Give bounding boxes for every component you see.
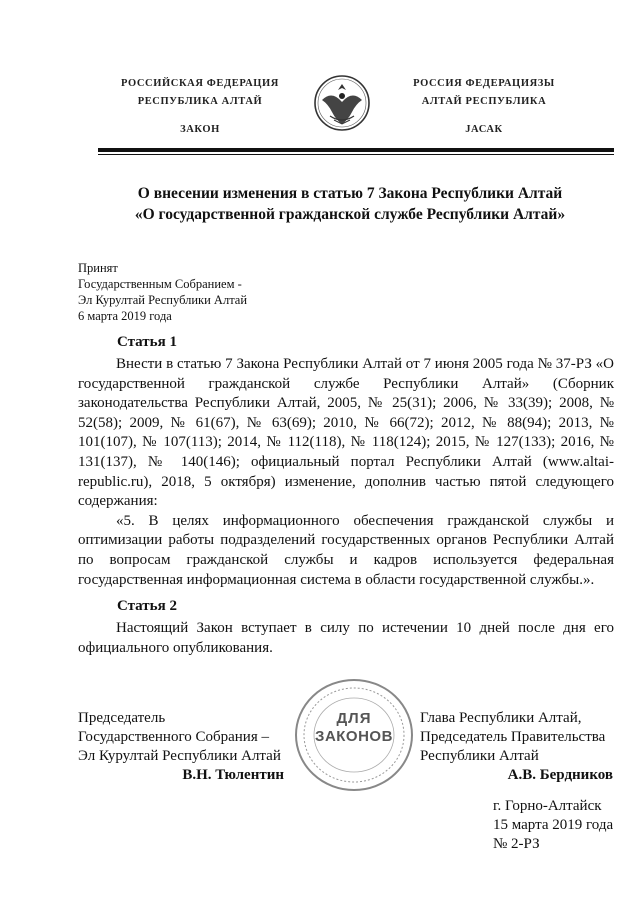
signature-right-name: А.В. Бердников: [507, 767, 613, 783]
signature-right-line3: Республики Алтай: [420, 748, 539, 764]
header-right-line1: РОССИЯ ФЕДЕРАЦИЯЗЫ: [413, 78, 555, 89]
article1-heading: Статья 1: [117, 334, 177, 350]
article1-text: [78, 355, 614, 590]
law-title-line1: О внесении изменения в статью 7 Закона Республики Алтай: [137, 185, 563, 202]
law-title-line2: «О государственной гражданской службе Республики Алтай»: [134, 206, 566, 223]
article1-quoted-paragraph: «5. В целях информационного обеспечения гражданской службы и оптимизации работы подразделений государственных органов Республики Алтай по вопросам гражданской службы и кадров используется федеральная государственная информационная система в области государственной службы.».: [78, 512, 614, 588]
official-stamp: [292, 676, 416, 794]
header-left-line1: РОССИЙСКАЯ ФЕДЕРАЦИЯ: [121, 78, 279, 89]
adoption-line4: 6 марта 2019 года: [78, 309, 172, 323]
footer-date: 15 марта 2019 года: [493, 817, 614, 833]
header-divider-thick: [98, 148, 614, 152]
signature-left-line2: Государственного Собрания –: [78, 729, 269, 745]
adoption-line2: Государственным Собранием -: [78, 277, 242, 291]
signature-left-line1: Председатель: [78, 710, 166, 726]
altai-coat-of-arms-icon: [312, 72, 372, 134]
adoption-line3: Эл Курултай Республики Алтай: [78, 293, 248, 307]
header-left-type: ЗАКОН: [180, 124, 220, 135]
article2-heading: Статья 2: [117, 598, 177, 614]
article1-paragraph: Внести в статью 7 Закона Республики Алтай от 7 июня 2005 года № 37-РЗ «О государственной гражданской службе Республики Алтай» (Сборник законодательства Республики Алтай, 2005, № 25(31); 2006, № 33(39); 2008, № 52(58); 2009, № 61(67), № 63(69); 2010, № 66(72); 2012, № 88(94); 2013, № 101(107), № 107(113); 2014, № 112(118), № 118(124); 2015, № 127(133); 2016, № 131(137), № 140(146); официальный портал Республики Алтай (www.altai-republic.ru), 2018, 5 октября) изменение, дополнив частью пятой следующего содержания:: [78, 356, 614, 510]
signature-right-line2: Председатель Правительства: [420, 729, 606, 745]
stamp-text-line1: ДЛЯ: [336, 710, 372, 727]
article2-paragraph: Настоящий Закон вступает в силу по истечении 10 дней после дня его официального опубликования.: [78, 620, 614, 656]
footer-number: № 2-РЗ: [493, 836, 540, 852]
signature-left-name: В.Н. Тюлентин: [182, 767, 284, 783]
header-right-type: JАСАК: [465, 124, 503, 135]
header-divider-thin: [98, 154, 614, 155]
footer-city: г. Горно-Алтайск: [493, 798, 602, 814]
adoption-line1: Принят: [78, 261, 118, 275]
header-right-line2: АЛТАЙ РЕСПУБЛИКА: [421, 96, 547, 107]
signature-right-line1: Глава Республики Алтай,: [420, 710, 582, 726]
article2-text: [78, 619, 614, 658]
signature-left-line3: Эл Курултай Республики Алтай: [78, 748, 281, 764]
header-left-line2: РЕСПУБЛИКА АЛТАЙ: [137, 96, 263, 107]
stamp-text-line2: ЗАКОНОВ: [315, 728, 393, 745]
